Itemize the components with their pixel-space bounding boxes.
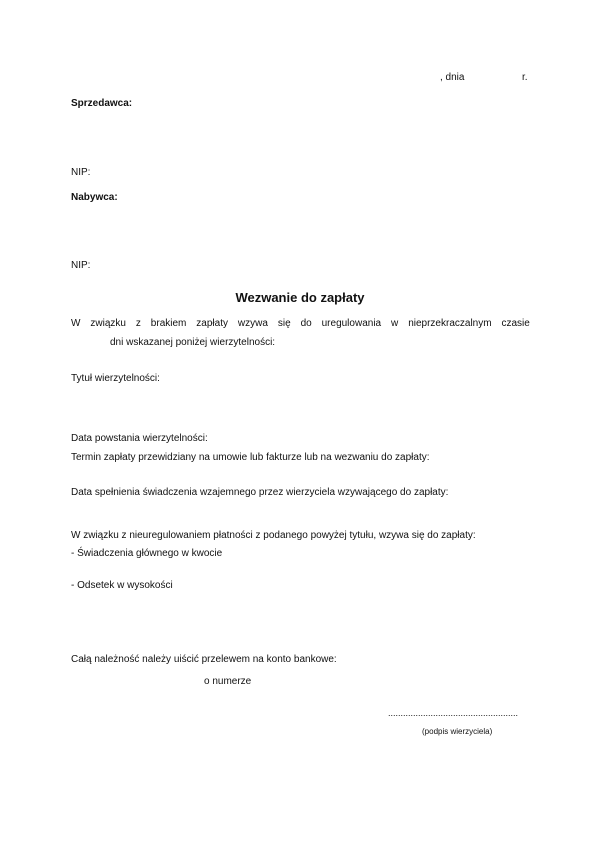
intro-word: brakiem — [150, 318, 187, 329]
interest-amount-label: - Odsetek w wysokości — [71, 580, 173, 591]
intro-word: związku — [90, 318, 126, 329]
payment-instruction: Całą należność należy uiścić przelewem na konto bankowe: — [71, 654, 337, 665]
counter-performance-date-label: Data spełnienia świadczenia wzajemnego przez wierzyciela wzywającego do zapłaty: — [71, 487, 449, 498]
intro-word: w — [391, 318, 399, 329]
intro-word: nieprzekraczalnym — [408, 318, 492, 329]
intro-word: czasie — [501, 318, 530, 329]
principal-amount-label: - Świadczenia głównego w kwocie — [71, 548, 223, 559]
intro-word: z — [135, 318, 141, 329]
claim-date-label: Data powstania wierzytelności: — [71, 433, 208, 444]
intro-word: W — [71, 318, 81, 329]
buyer-label: Nabywca: — [71, 192, 118, 203]
account-number-label: o numerze — [204, 676, 252, 687]
signature-caption: (podpis wierzyciela) — [422, 727, 493, 736]
document-title: Wezwanie do zapłaty — [235, 290, 365, 305]
buyer-nip-label: NIP: — [71, 260, 91, 271]
payment-deadline-label: Termin zapłaty przewidziany na umowie lub fakturze lub na wezwaniu do zapłaty: — [71, 452, 430, 463]
demand-intro: W związku z nieuregulowaniem płatności z podanego powyżej tytułu, wzywa się do zapłaty: — [71, 530, 476, 541]
date-suffix: r. — [522, 72, 528, 83]
intro-line-2: dni wskazanej poniżej wierzytelności: — [110, 337, 276, 348]
date-label: , dnia — [440, 72, 465, 83]
intro-word: wzywa — [237, 318, 268, 329]
intro-line-1 — [71, 318, 530, 330]
intro-word: do — [300, 318, 312, 329]
seller-label: Sprzedawca: — [71, 98, 133, 109]
intro-word: uregulowania — [321, 318, 382, 329]
intro-word: zapłaty — [196, 318, 228, 329]
claim-title-label: Tytuł wierzytelności: — [71, 373, 160, 384]
seller-nip-label: NIP: — [71, 167, 91, 178]
signature-line: .................................................... — [388, 708, 519, 718]
intro-word: się — [277, 318, 291, 329]
